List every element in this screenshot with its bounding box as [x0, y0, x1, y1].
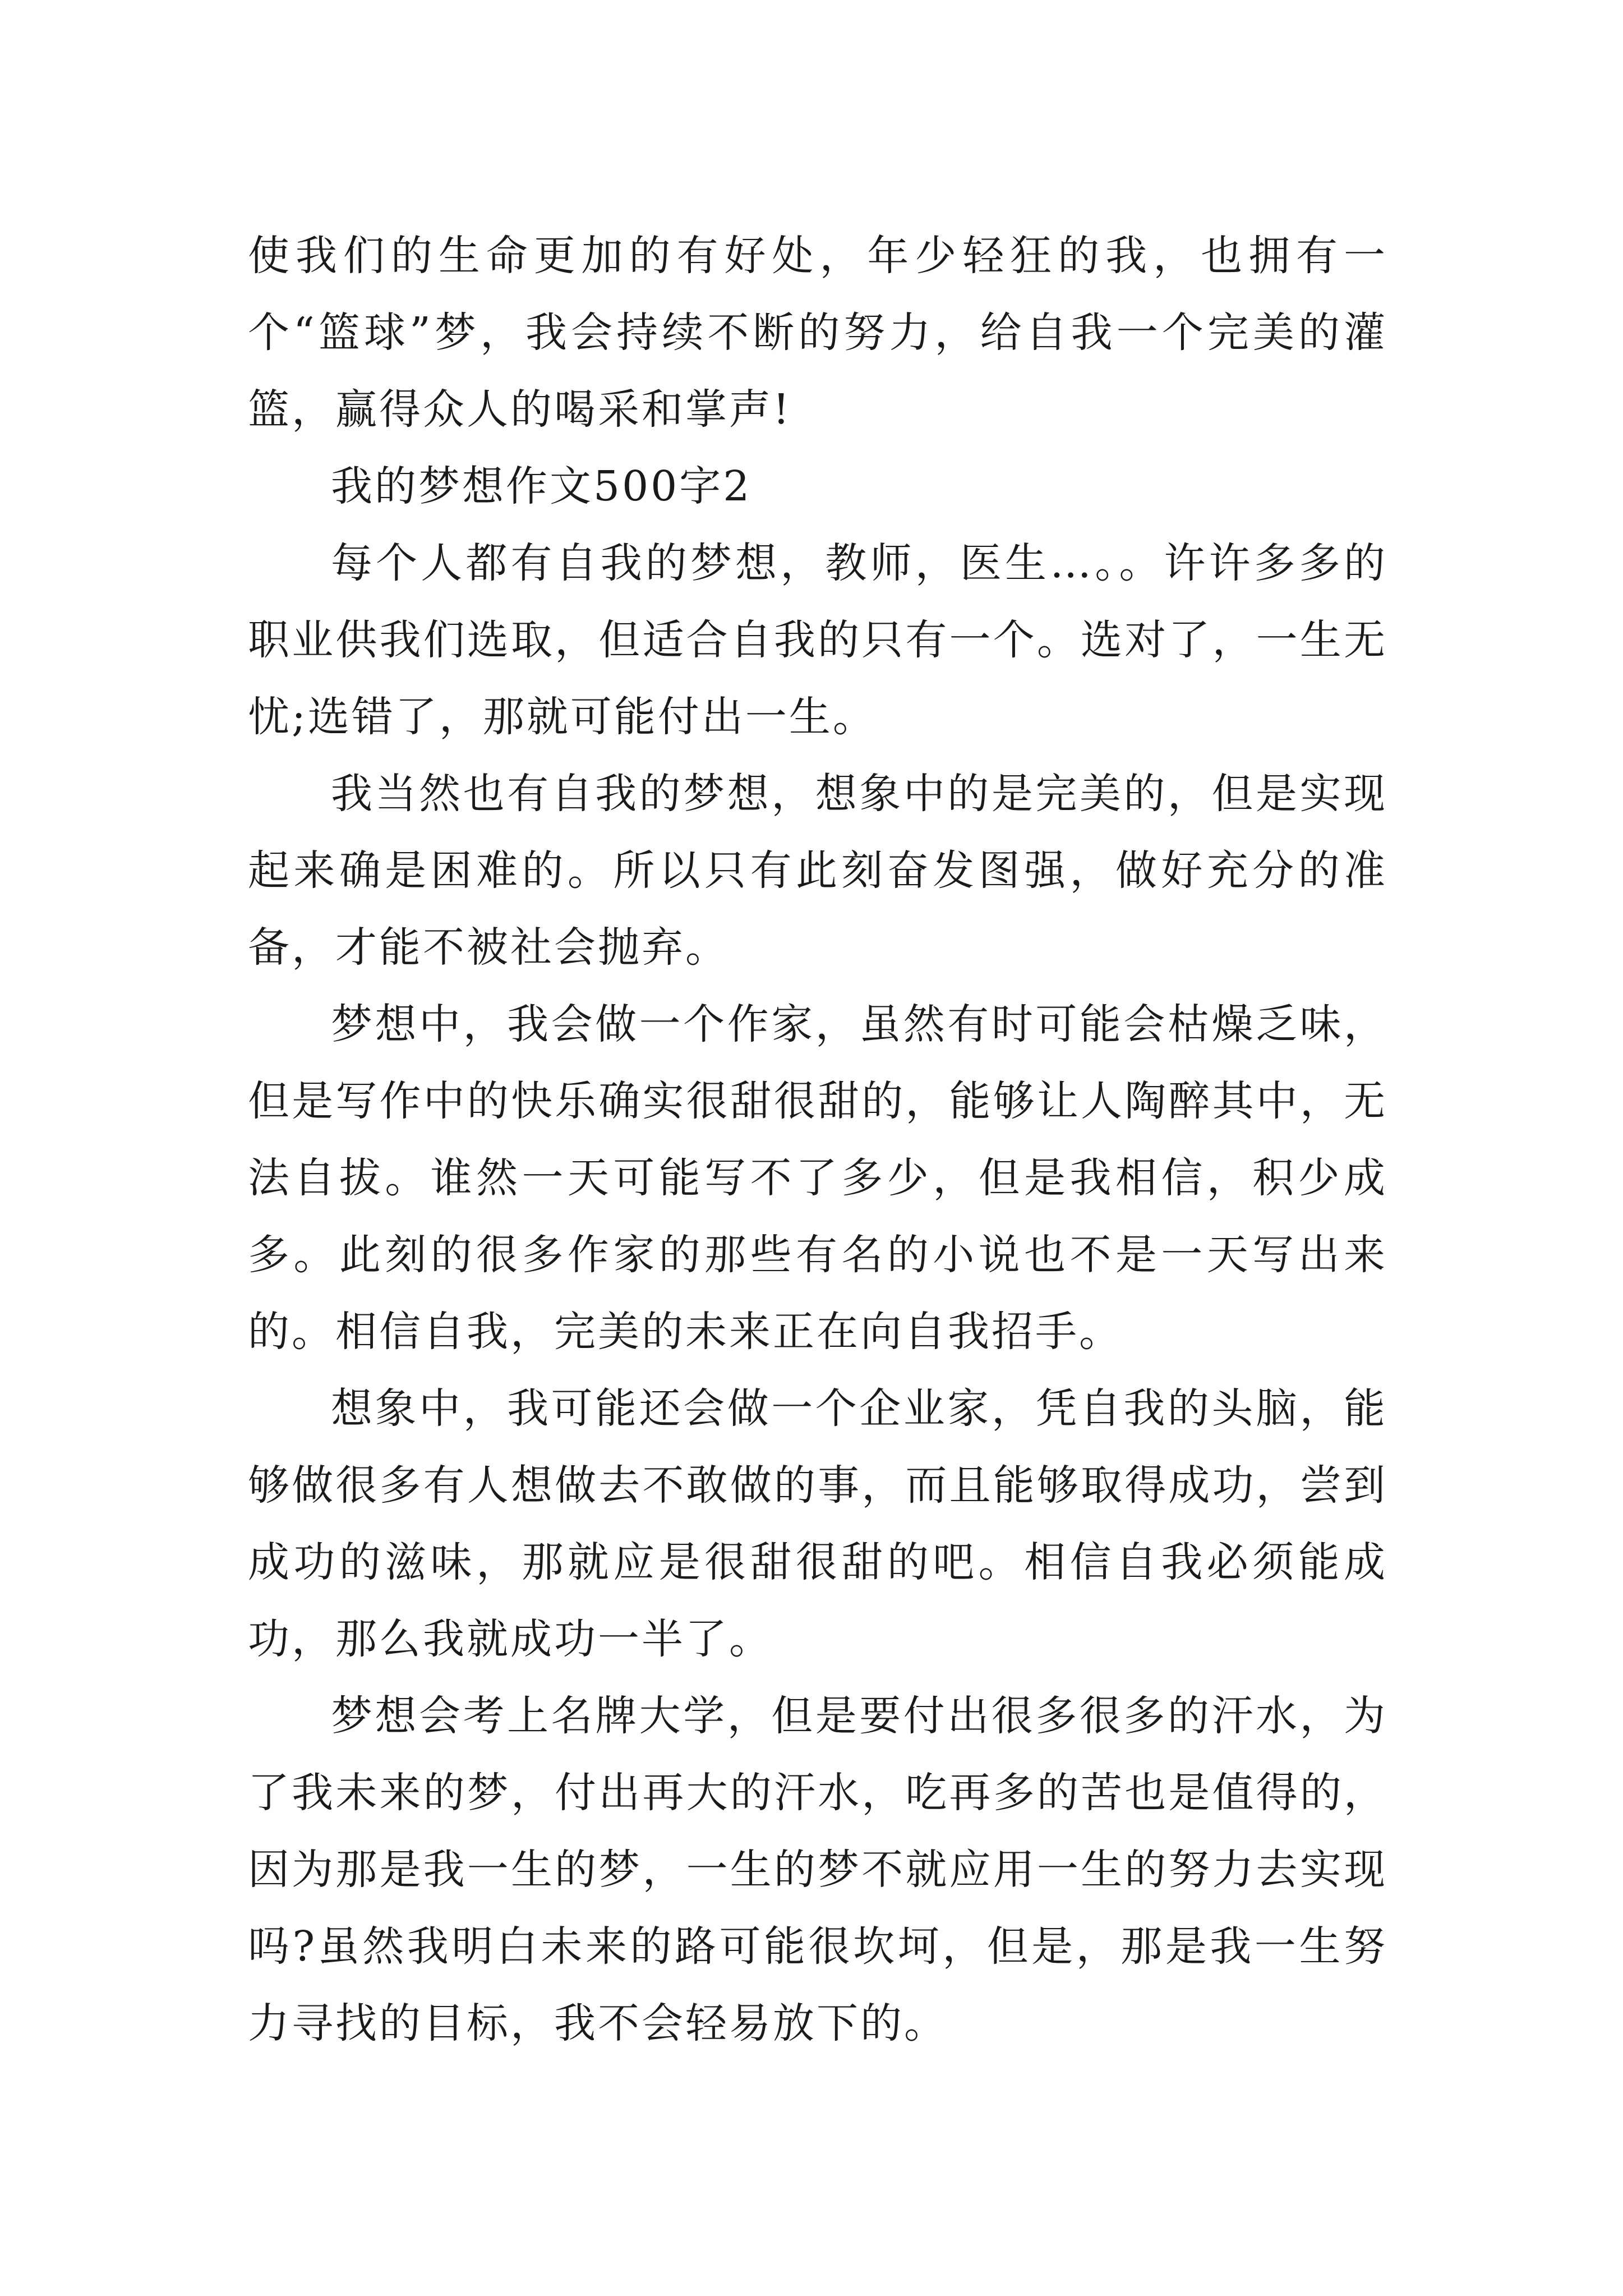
- paragraph-3: 我当然也有自我的梦想，想象中的是完美的，但是实现起来确是困难的。所以只有此刻奋发图强，做好充分的准备，才能不被社会抛弃。: [248, 770, 1387, 972]
- section-heading: 我的梦想作文500字2: [331, 462, 752, 510]
- paragraph-2: 每个人都有自我的梦想，教师，医生…。。许许多多的职业供我们选取，但适合自我的只有一个。选对了，一生无忧;选错了，那就可能付出一生。: [248, 539, 1387, 741]
- paragraph-5: 想象中，我可能还会做一个企业家，凭自我的头脑，能够做很多有人想做去不敢做的事，而且能够取得成功，尝到成功的滋味，那就应是很甜很甜的吧。相信自我必须能成功，那么我就成功一半了。: [248, 1384, 1387, 1663]
- paragraph-4: 梦想中，我会做一个作家，虽然有时可能会枯燥乏味，但是写作中的快乐确实很甜很甜的，能够让人陶醉其中，无法自拔。谁然一天可能写不了多少，但是我相信，积少成多。此刻的很多作家的那些有名的小说也不是一天写出来的。相信自我，完美的未来正在向自我招手。: [248, 1000, 1387, 1356]
- document-body: [248, 218, 1387, 2062]
- paragraph-6: 梦想会考上名牌大学，但是要付出很多很多的汗水，为了我未来的梦，付出再大的汗水，吃再多的苦也是值得的，因为那是我一生的梦，一生的梦不就应用一生的努力去实现吗?虽然我明白未来的路可能很坎坷，但是，那是我一生努力寻找的目标，我不会轻易放下的。: [248, 1692, 1387, 2047]
- paragraph-1: 使我们的生命更加的有好处，年少轻狂的我，也拥有一个“篮球”梦，我会持续不断的努力，给自我一个完美的灌篮，赢得众人的喝采和掌声!: [248, 232, 1387, 434]
